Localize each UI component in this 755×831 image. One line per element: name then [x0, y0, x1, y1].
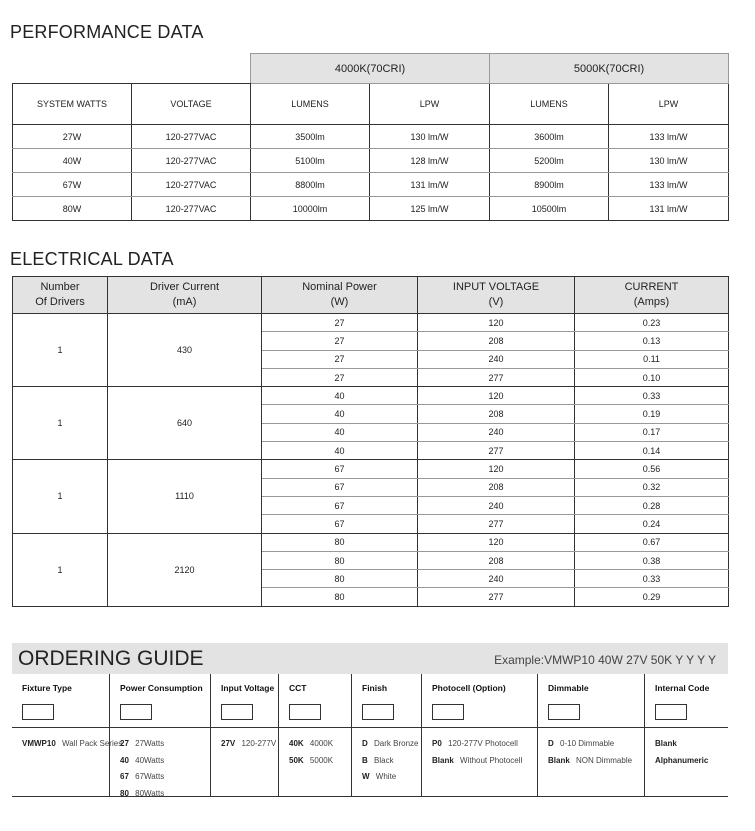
ordering-option — [362, 769, 418, 786]
table-cell: 120-277VAC — [132, 149, 251, 173]
option-code: Blank — [655, 739, 677, 748]
option-code: 27V — [221, 739, 236, 748]
table-cell: 240 — [418, 570, 575, 588]
option-label: Black — [374, 755, 394, 765]
table-cell: 27 — [262, 314, 418, 332]
table-cell: 40W — [13, 149, 132, 173]
option-code: 80 — [120, 788, 129, 798]
ordering-selection-box[interactable] — [120, 704, 152, 720]
table-cell: 131 lm/W — [370, 173, 490, 197]
table-cell: 40 — [262, 405, 418, 423]
option-label: 120-277V Photocell — [448, 739, 518, 748]
option-code: W — [362, 772, 370, 781]
ordering-column — [110, 674, 211, 797]
option-label: 4000K — [309, 739, 334, 748]
table-row — [13, 460, 729, 478]
ordering-option — [221, 736, 276, 753]
electrical-data-title: ELECTRICAL DATA — [10, 249, 174, 269]
table-cell: 5100lm — [251, 149, 370, 173]
option-label: 120-277V — [241, 739, 277, 748]
ordering-example: Example:VMWP10 40W 27V 50K Y Y Y Y — [494, 653, 716, 667]
table-row — [13, 533, 729, 551]
ordering-column — [279, 674, 352, 797]
column-header-lpw: LPW — [370, 84, 490, 125]
ordering-option — [548, 736, 632, 753]
option-code: Blank — [432, 755, 454, 765]
option-code: D — [362, 739, 368, 748]
ordering-option — [120, 786, 164, 803]
ordering-selection-box[interactable] — [655, 704, 687, 720]
column-header-lumens: LUMENS — [490, 84, 609, 125]
ordering-column-header: Finish — [362, 683, 388, 693]
ordering-option — [655, 753, 708, 770]
option-label: Dark Bronze — [374, 739, 419, 748]
table-row — [13, 173, 729, 197]
option-code: VMWP10 — [22, 739, 56, 748]
table-cell: 0.67 — [575, 533, 729, 551]
table-row — [13, 314, 729, 332]
table-row — [13, 387, 729, 405]
table-row — [13, 149, 729, 173]
number-of-drivers-cell: 1 — [13, 533, 108, 606]
table-cell: 130 lm/W — [609, 149, 729, 173]
column-header-driver-current: Driver Current (mA) — [108, 277, 262, 314]
table-cell: 133 lm/W — [609, 173, 729, 197]
table-cell: 40 — [262, 423, 418, 441]
table-cell: 0.19 — [575, 405, 729, 423]
table-cell: 125 lm/W — [370, 197, 490, 221]
table-cell: 40 — [262, 442, 418, 460]
number-of-drivers-cell: 1 — [13, 460, 108, 533]
table-cell: 10000lm — [251, 197, 370, 221]
table-cell: 67W — [13, 173, 132, 197]
driver-current-cell: 1110 — [108, 460, 262, 533]
table-cell: 0.14 — [575, 442, 729, 460]
table-cell: 133 lm/W — [609, 125, 729, 149]
option-label: NON Dimmable — [576, 755, 633, 765]
ordering-option — [362, 736, 418, 753]
table-cell: 277 — [418, 368, 575, 386]
performance-data-title: PERFORMANCE DATA — [10, 22, 204, 42]
table-cell: 27 — [262, 368, 418, 386]
table-cell: 0.56 — [575, 460, 729, 478]
table-cell: 80 — [262, 533, 418, 551]
ordering-column-header: Input Voltage — [221, 683, 275, 693]
cct-header-4000k: 4000K(70CRI) — [251, 54, 490, 84]
table-cell: 80 — [262, 588, 418, 606]
ordering-option — [432, 736, 522, 753]
table-cell: 27W — [13, 125, 132, 149]
ordering-option — [362, 753, 418, 770]
table-cell: 0.33 — [575, 570, 729, 588]
ordering-option — [120, 769, 164, 786]
table-cell: 0.17 — [575, 423, 729, 441]
table-cell: 5200lm — [490, 149, 609, 173]
table-cell: 128 lm/W — [370, 149, 490, 173]
table-cell: 0.24 — [575, 515, 729, 533]
option-code: P0 — [432, 739, 442, 748]
column-header-number-of-drivers: Number Of Drivers — [13, 277, 108, 314]
table-cell: 3500lm — [251, 125, 370, 149]
ordering-guide-header — [12, 643, 728, 674]
table-cell: 0.10 — [575, 368, 729, 386]
table-cell: 277 — [418, 515, 575, 533]
table-cell: 80 — [262, 570, 418, 588]
option-code: D — [548, 739, 554, 748]
column-header-lumens: LUMENS — [251, 84, 370, 125]
table-cell: 240 — [418, 423, 575, 441]
ordering-option — [120, 753, 164, 770]
option-label: White — [375, 772, 397, 781]
option-label: 67Watts — [135, 772, 165, 781]
table-cell: 0.28 — [575, 496, 729, 514]
table-cell: 80W — [13, 197, 132, 221]
ordering-options — [22, 736, 122, 753]
ordering-option — [432, 753, 522, 770]
ordering-selection-box[interactable] — [362, 704, 394, 720]
ordering-column-header: Internal Code — [655, 683, 710, 693]
ordering-column-header: Photocell (Option) — [432, 683, 506, 693]
ordering-option — [289, 736, 333, 753]
ordering-options — [432, 736, 522, 769]
ordering-options — [362, 736, 418, 786]
option-code: Blank — [548, 755, 570, 765]
table-cell: 0.23 — [575, 314, 729, 332]
table-cell: 277 — [418, 588, 575, 606]
ordering-options — [221, 736, 276, 753]
ordering-selection-box[interactable] — [548, 704, 580, 720]
performance-table — [12, 53, 729, 221]
ordering-selection-box[interactable] — [221, 704, 253, 720]
option-code: 27 — [120, 739, 129, 748]
table-cell: 120-277VAC — [132, 197, 251, 221]
option-label: 40Watts — [135, 755, 165, 765]
ordering-column — [538, 674, 645, 797]
number-of-drivers-cell: 1 — [13, 387, 108, 460]
table-cell: 0.38 — [575, 551, 729, 569]
cct-header-5000k: 5000K(70CRI) — [490, 54, 729, 84]
table-cell: 120 — [418, 533, 575, 551]
ordering-column-header: CCT — [289, 683, 307, 693]
option-code: 40K — [289, 739, 304, 748]
option-label: 27Watts — [135, 739, 165, 748]
ordering-option — [22, 736, 122, 753]
table-cell: 208 — [418, 332, 575, 350]
ordering-guide-grid — [12, 674, 728, 797]
ordering-column — [422, 674, 538, 797]
table-cell: 120-277VAC — [132, 125, 251, 149]
option-code: 67 — [120, 772, 129, 781]
option-code: 40 — [120, 755, 129, 765]
ordering-options — [548, 736, 632, 769]
table-cell: 40 — [262, 387, 418, 405]
table-cell: 120 — [418, 314, 575, 332]
table-cell: 67 — [262, 515, 418, 533]
ordering-column-header: Dimmable — [548, 683, 589, 693]
ordering-guide-title: ORDERING GUIDE — [18, 647, 204, 670]
ordering-option — [655, 736, 708, 753]
option-label: 80Watts — [135, 788, 165, 798]
option-label: 0-10 Dimmable — [560, 739, 615, 748]
table-cell: 27 — [262, 350, 418, 368]
column-header-voltage: VOLTAGE — [132, 84, 251, 125]
table-cell: 240 — [418, 350, 575, 368]
table-cell: 67 — [262, 496, 418, 514]
ordering-column — [12, 674, 123, 797]
table-cell: 120 — [418, 460, 575, 478]
table-cell: 131 lm/W — [609, 197, 729, 221]
table-cell: 208 — [418, 478, 575, 496]
ordering-option — [120, 736, 164, 753]
option-code: 50K — [289, 755, 304, 765]
table-cell: 208 — [418, 551, 575, 569]
ordering-column — [645, 674, 728, 797]
ordering-selection-box[interactable] — [289, 704, 321, 720]
table-cell: 277 — [418, 442, 575, 460]
driver-current-cell: 430 — [108, 314, 262, 387]
driver-current-cell: 640 — [108, 387, 262, 460]
table-cell: 0.13 — [575, 332, 729, 350]
column-header-lpw: LPW — [609, 84, 729, 125]
table-cell: 0.32 — [575, 478, 729, 496]
ordering-column-header: Power Consumption — [120, 683, 203, 693]
table-cell: 3600lm — [490, 125, 609, 149]
option-label: Wall Pack Series — [62, 739, 123, 748]
ordering-options — [289, 736, 333, 769]
column-header-current: CURRENT (Amps) — [575, 277, 729, 314]
table-cell: 0.29 — [575, 588, 729, 606]
table-cell: 120 — [418, 387, 575, 405]
ordering-column — [211, 674, 279, 797]
ordering-options — [655, 736, 708, 769]
table-cell: 208 — [418, 405, 575, 423]
column-header-input-voltage: INPUT VOLTAGE (V) — [418, 277, 575, 314]
table-cell: 8800lm — [251, 173, 370, 197]
table-cell: 8900lm — [490, 173, 609, 197]
column-header-system-watts: SYSTEM WATTS — [13, 84, 132, 125]
table-row — [13, 125, 729, 149]
ordering-column — [352, 674, 422, 797]
table-cell: 120-277VAC — [132, 173, 251, 197]
table-cell: 27 — [262, 332, 418, 350]
option-code: B — [362, 755, 368, 765]
ordering-selection-box[interactable] — [432, 704, 464, 720]
table-cell: 80 — [262, 551, 418, 569]
table-cell: 10500lm — [490, 197, 609, 221]
table-cell: 0.33 — [575, 387, 729, 405]
driver-current-cell: 2120 — [108, 533, 262, 606]
ordering-option — [548, 753, 632, 770]
table-cell: 67 — [262, 478, 418, 496]
table-row — [13, 197, 729, 221]
table-cell: 240 — [418, 496, 575, 514]
table-cell: 0.11 — [575, 350, 729, 368]
table-cell: 130 lm/W — [370, 125, 490, 149]
ordering-selection-box[interactable] — [22, 704, 54, 720]
option-label: Without Photocell — [460, 755, 523, 765]
option-label: 5000K — [309, 755, 334, 765]
column-header-nominal-power: Nominal Power (W) — [262, 277, 418, 314]
electrical-table — [12, 276, 729, 607]
ordering-options — [120, 736, 164, 802]
ordering-column-header: Fixture Type — [22, 683, 72, 693]
number-of-drivers-cell: 1 — [13, 314, 108, 387]
table-cell: 67 — [262, 460, 418, 478]
option-code: Alphanumeric — [655, 755, 709, 765]
ordering-option — [289, 753, 333, 770]
